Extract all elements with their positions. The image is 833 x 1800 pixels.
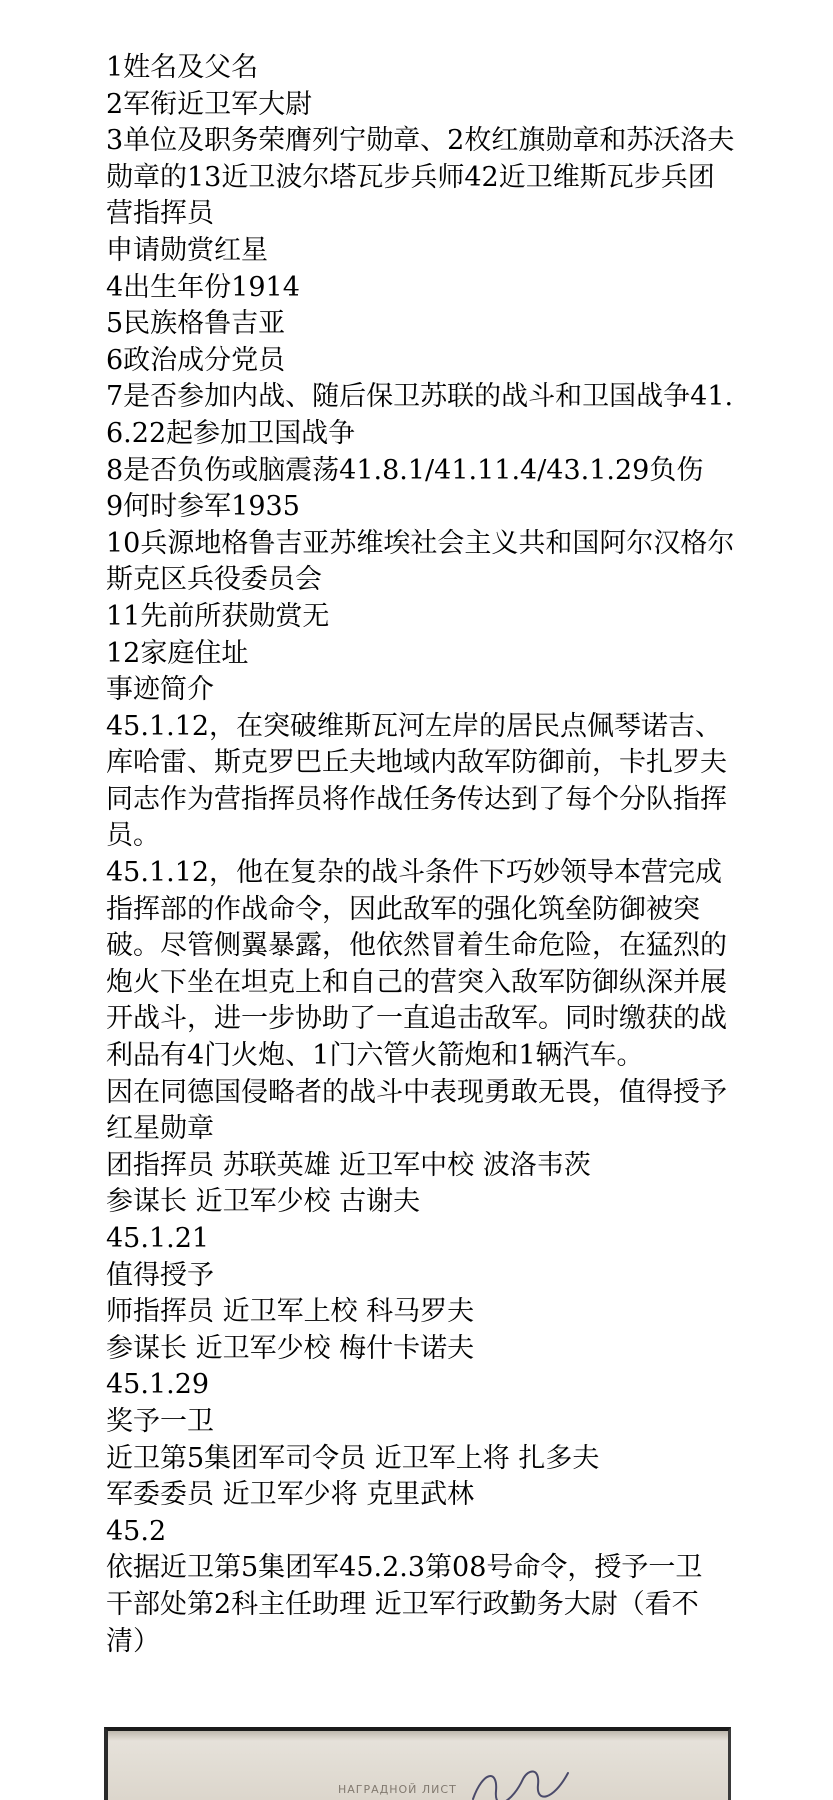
scan-edge-shadow [108,1731,728,1741]
date-regiment: 45.1.21 [106,1223,210,1254]
field-wounds: 8是否负伤或脑震荡41.8.1/41.11.4/43.1.29负伤 [106,454,704,486]
signature-regiment-chief-of-staff: 参谋长 近卫军少校 古谢夫 [106,1186,421,1218]
field-party: 6政治成分党员 [106,344,286,376]
field-birth-year: 4出生年份1914 [106,271,300,303]
field-enlistment: 9何时参军1935 [106,491,300,523]
army-recommendation: 奖予一卫 [106,1405,214,1437]
signature-personnel-department: 干部处第2科主任助理 近卫军行政勤务大尉（看不清） [106,1588,699,1657]
field-draft-office: 10兵源地格鲁吉亚苏维埃社会主义共和国阿尔汉格尔斯克区兵役委员会 [106,527,735,596]
field-nationality: 5民族格鲁吉亚 [106,308,286,340]
signature-military-council: 军委委员 近卫军少将 克里武林 [106,1479,475,1511]
deeds-heading: 事迹简介 [106,674,214,706]
signature-division-commander: 师指挥员 近卫军上校 科马罗夫 [106,1296,475,1328]
signature-army-commander: 近卫第5集团军司令员 近卫军上将 扎多夫 [106,1442,600,1474]
deeds-paragraph-2: 45.1.12，他在复杂的战斗条件下巧妙领导本营完成指挥部的作战命令，因此敌军的强化筑垒防御被突破。尽管侧翼暴露，他依然冒着生命危险，在猛烈的炮火下坐在坦克上和自己的营突入敌军防御纵深并展开战斗，进一步协助了一直追击敌军。同时缴获的战利品有4门火炮、1门六管火箭炮和1辆汽车。 [106,857,727,1072]
deeds-conclusion: 因在同德国侵略者的战斗中表现勇敢无畏，值得授予红星勋章 [106,1076,727,1145]
award-request: 申请勋赏红星 [106,234,268,266]
field-unit-position: 3单位及职务荣膺列宁勋章、2枚红旗勋章和苏沃洛夫勋章的13近卫波尔塔瓦步兵师42近卫维斯瓦步兵团营指挥员 [106,125,735,230]
award-order: 依据近卫第5集团军45.2.3第08号命令，授予一卫 [106,1552,703,1584]
division-recommendation: 值得授予 [106,1259,214,1291]
signature-regiment-commander: 团指挥员 苏联英雄 近卫军中校 波洛韦茨 [106,1149,591,1181]
deeds-paragraph-1: 45.1.12，在突破维斯瓦河左岸的居民点佩琴诺吉、库哈雷、斯克罗巴丘夫地域内敌军防御前，卡扎罗夫同志作为营指挥员将作战任务传达到了每个分队指挥员。 [106,710,727,852]
field-home-address: 12家庭住址 [106,637,249,669]
signature-division-chief-of-staff: 参谋长 近卫军少校 梅什卡诺夫 [106,1332,475,1364]
field-previous-awards: 11先前所获勋赏无 [106,600,330,632]
date-army: 45.2 [106,1515,167,1547]
field-war-participation: 7是否参加内战、随后保卫苏联的战斗和卫国战争41.6.22起参加卫国战争 [106,381,734,449]
scanned-document-image [104,1727,731,1800]
document-text [106,50,738,1660]
field-rank: 2军衔近卫军大尉 [106,88,313,120]
handwritten-number-mark [468,1761,578,1800]
scan-printed-heading: НАГРАДНОЙ ЛИСТ [338,1783,457,1796]
date-division: 45.1.29 [106,1369,210,1401]
field-name: 1姓名及父名 [106,52,259,83]
